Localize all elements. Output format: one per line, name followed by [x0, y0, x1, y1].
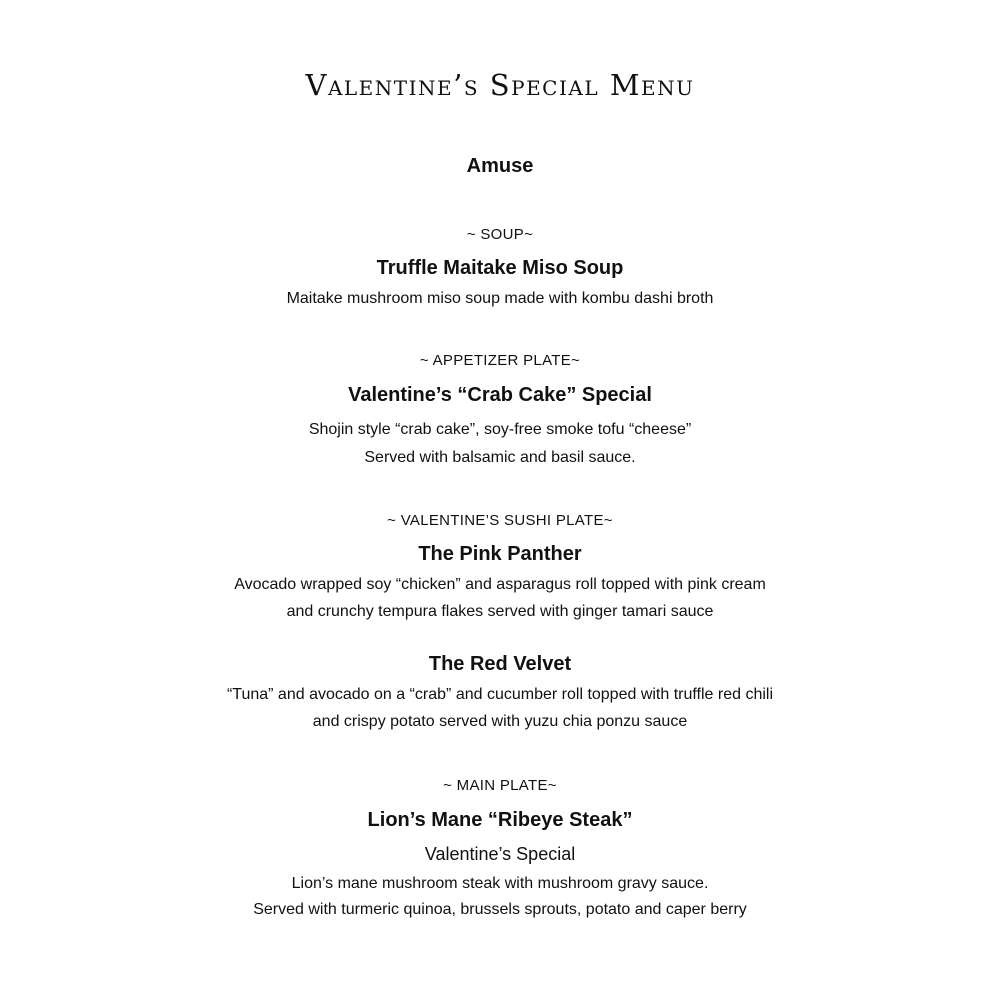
pink-panther-description-line-2: and crunchy tempura flakes served with ginger tamari sauce: [286, 603, 714, 620]
red-velvet-description-line-2: and crispy potato served with yuzu chia ponzu sauce: [312, 713, 688, 730]
soup-dish-name: Truffle Maitake Miso Soup: [376, 257, 624, 279]
main-description-line-2: Served with turmeric quinoa, brussels sprouts, potato and caper berry: [253, 901, 747, 918]
appetizer-description-line-1: Shojin style “crab cake”, soy-free smoke tofu “cheese”: [308, 421, 692, 438]
red-velvet-description-line-1: “Tuna” and avocado on a “crab” and cucumber roll topped with truffle red chili: [226, 686, 774, 703]
red-velvet-dish-name: The Red Velvet: [428, 653, 572, 675]
menu-title: Valentine’s Special Menu: [305, 68, 695, 102]
pink-panther-dish-name: The Pink Panther: [418, 543, 582, 565]
pink-panther-description-line-1: Avocado wrapped soy “chicken” and asparagus roll topped with pink cream: [234, 576, 766, 593]
sushi-section-label: ~ VALENTINE’S SUSHI PLATE~: [387, 512, 613, 529]
main-dish-subtitle: Valentine’s Special: [424, 844, 576, 864]
main-section-label: ~ MAIN PLATE~: [443, 777, 557, 794]
main-dish-name: Lion’s Mane “Ribeye Steak”: [367, 809, 633, 831]
appetizer-section-label: ~ APPETIZER PLATE~: [419, 352, 581, 369]
appetizer-description-line-2: Served with balsamic and basil sauce.: [364, 449, 636, 466]
soup-section-label: ~ SOUP~: [466, 226, 534, 243]
main-description-line-1: Lion’s mane mushroom steak with mushroom gravy sauce.: [291, 875, 709, 892]
amuse-heading: Amuse: [466, 155, 534, 177]
appetizer-dish-name: Valentine’s “Crab Cake” Special: [348, 384, 652, 406]
soup-description: Maitake mushroom miso soup made with kombu dashi broth: [286, 290, 714, 307]
